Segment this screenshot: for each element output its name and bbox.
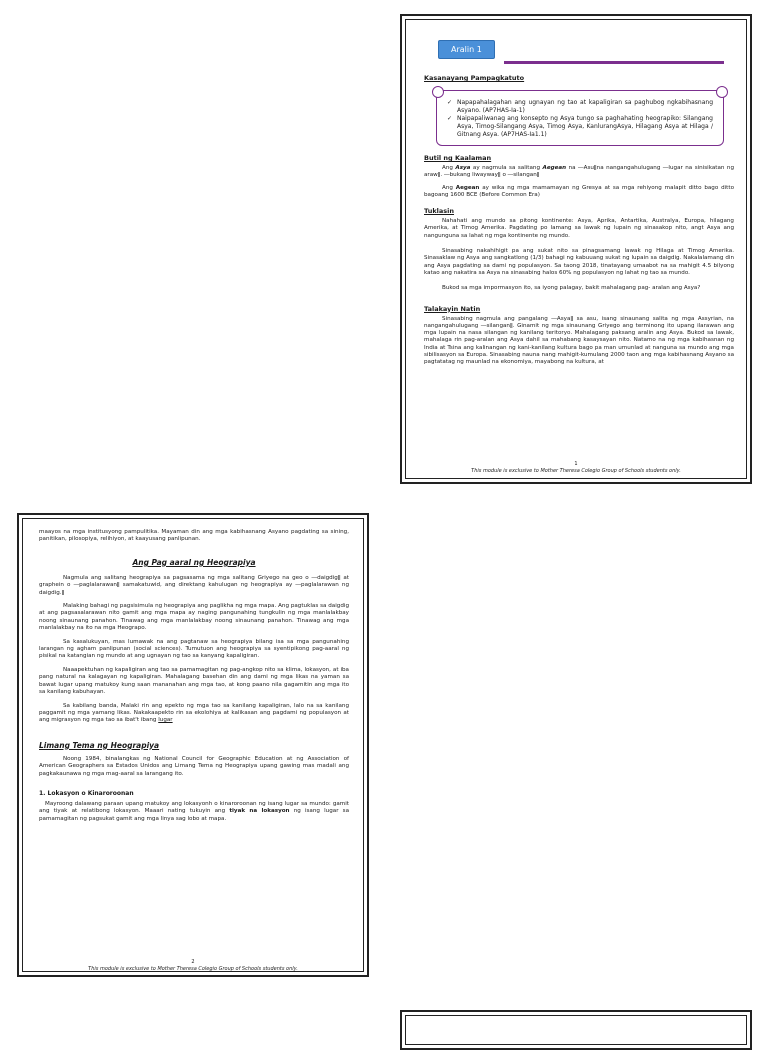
paragraph: Sinasabing nagmula ang pangalang ―Asyaǁ sa asu, isang sinaunang salita ng mga Assyrian, na nangangahulugang ―silanganǁ. Ginamit ng mga sinaunang Griyego ang terminong ito upang ilarawan ang mga lupain na nasa silangan ng kanilang teritoryo. Mahalagang paksang aralin ang Asya. Bukod sa lawak, mahalaga rin pag-aralan ang Asya dahil sa mahabang kasaysayan nito. Natamo na ng mga kabihasnan ng India at Tsina ang kalinangan ng kani-kanilang kultura bago pa man umunlad at nanguna sa mundo ang mga sibilisasyon sa Europa. Sinasabing nauna nang mahigit-kumulang 2000 taon ang mga kabihasnang Asyano sa pagtatatag ng maunlad na ekonomiya, mayabong na kultura, at <box>424 315 734 366</box>
module-page-2 <box>17 513 369 977</box>
scroll-curl-icon <box>432 86 444 98</box>
kasanayan-heading: Kasanayang Pampagkatuto <box>424 74 525 82</box>
paragraph: Sa kasalukuyan, mas lumawak na ang pagtanaw sa heograpiya bilang isa sa mga pangunahing larangan ng agham panlipunan (social sciences). Tumutuon ang heograpiya sa syentipikong pag-aaral ng pisikal na katangian ng mundo at ang ugnayan ng tao sa kanyang kapaligiran. <box>39 638 349 660</box>
paragraph: Sinasabing nakahihigit pa ang sukat nito sa pinagsamang lawak ng Hilaga at Timog Amerika. Sinasaklaw ng Asya ang sangkatlong (1/3) bahagi ng kabuuang sukat ng lupain sa daigdig. Nakalalamang din ang Asya pagdating sa dami ng populasyon. Sa taong 2018, tinatayang umaabot na sa mahigit 4.5 bilyong katao ang nakatira sa Asya na sinasabing halos 60% ng populasyon ng lahat ng tao sa mundo. <box>424 248 734 276</box>
module-page-1 <box>400 14 752 484</box>
paragraph: maayos na mga institusyong pampulitika. Mayaman din ang mga kabihasnang Asyano pagdating sa sining, panitikan, pilosopiya, relihiyon, at kaayusang panlipunan. <box>39 529 349 543</box>
page-number: 2 <box>191 959 195 965</box>
paragraph: Bukod sa mga impormasyon ito, sa iyong palagay, bakit mahalagang pag- aralan ang Asya? <box>442 285 701 292</box>
scroll-curl-icon <box>716 86 728 98</box>
objectives-list <box>447 99 713 139</box>
paragraph: Ang Asya ay nagmula sa salitang Aegean na ―Asuǁna nangangahulugang ―lugar na sinisikatan ng arawǁ. ―bukang liwaywayǁ o ―silanganǁ <box>424 165 735 179</box>
paragraph: Sa kabilang banda, Malaki rin ang epekto ng mga tao sa kanilang kapaligiran, lalo na sa kanilang paggamit ng mga yamang likas. Nakakaapekto rin sa ekolohiya at kalikasan ang pagdami ng populasyon at ang migrasyon ng mga tao sa ibat't ibang lugar <box>39 702 349 724</box>
page-footer: This module is exclusive to Mother Theresa Colegio Group of Schools students only. <box>88 966 298 972</box>
paragraph: Mayroong dalawang paraan upang matukoy ang lokasyonh o kinaroroonan ng isang lugar sa mundo: gamit ang tiyak at relatibong lokasyon. Maaari nating tukuyin ang tiyak na lokasyon ng isang lugar sa pamamagitan ng pagsukat gamit ang mga linya sag lobo at mapa. <box>39 800 350 822</box>
heograpiya-heading: Ang Pag aaral ng Heograpiya <box>132 557 256 567</box>
objective-item: ✓ Napapahalagahan ang ugnayan ng tao at kapaligiran sa paghubog ngkabihasnang Asyano. (AP7HAS-Ia-1) <box>447 99 713 114</box>
tuklasin-heading: Tuklasin <box>424 207 455 216</box>
paragraph: Nagmula ang salitang heograpiya sa pagsasama ng mga salitang Griyego na geo o ―daigdigǁ at graphein o ―paglalarawanǁ samakatuwid, ang direktang kahulugan ng heograpiya ay ―paglalarawan ng daigdig.ǁ <box>39 574 349 596</box>
module-page-3 <box>400 1010 752 1050</box>
limang-tema-heading: Limang Tema ng Heograpiya <box>39 740 160 750</box>
paragraph: Noong 1984, binalangkas ng National Council for Geographic Education at ng Association of American Geographers sa Estados Unidos ang Limang Tema ng Heograpiya upang gawing mas madali ang pagkakaunawa ng mga mag-aaral sa larangang ito. <box>39 755 349 777</box>
talakayin-heading: Talakayin Natin <box>424 304 481 313</box>
check-icon: ✓ <box>447 99 453 106</box>
paragraph: Nahahati ang mundo sa pitong kontinente: Asya, Aprika, Antartika, Australya, Europa, hilagang Amerika, at Timog Amerika. Pagdating po lamang sa lawak ng lupain ng sinasakop nito, angt Asya ang nangunguna sa lahat ng mga kontinente ng mundo. <box>424 218 734 239</box>
page-footer: This module is exclusive to Mother Theresa Colegio Group of Schools students only. <box>471 468 681 474</box>
lokasyon-subheading: 1. Lokasyon o Kinaroroonan <box>39 789 134 797</box>
paragraph: Naaapektuhan ng kapaligiran ang tao sa pamamagitan ng pag-angkop nito sa klima, lokasyon, at iba pang natural na kalagayan ng kapaligiran. Mahalagang basehan din ang dami ng mga likas na yaman sa bawat lugar upang matukoy kung saan mananahan ang mga tao, at kong paano nila gagamitin ang mga ito sa kanilang kabuhayan. <box>39 666 349 696</box>
paragraph: Malaking bahagi ng pagsisimula ng heograpiya ang paglikha ng mga mapa. Ang pagtuklas sa daigdig at ang pagsasalarawan nito gamit ang mga mapa ay naging pangunahing tungkulin ng mga manlalakbay noong sinaunang panahon. Tinawag ang mga manlalakbay noong sinaunang panahon. Tinawag ang mga manlalakbay na ito na mga Heograpo. <box>39 603 349 632</box>
objectives-scroll-box <box>436 90 724 146</box>
objective-item: ✓ Naipapaliwanag ang konsepto ng Asya tungo sa paghahating heograpiko: Silangang Asya, Timog-Silangang Asya, Timog Asya, KanlurangAsya, Hilagang Asya at Hilaga / Gitnang Asya. (AP7HAS-Ia1.1) <box>447 115 713 138</box>
header-divider <box>504 61 724 64</box>
page-number: 1 <box>574 461 578 467</box>
aralin-header <box>424 40 734 62</box>
check-icon: ✓ <box>447 115 453 122</box>
aralin-badge: Aralin 1 <box>438 40 495 59</box>
paragraph: Ang Aegean ay wika ng mga mamamayan ng Gresya at sa mga rehiyong malapit ditto bago ditto bagoang 1600 BCE (Before Common Era) <box>424 184 734 198</box>
butil-heading: Butil ng Kaalaman <box>424 154 492 162</box>
